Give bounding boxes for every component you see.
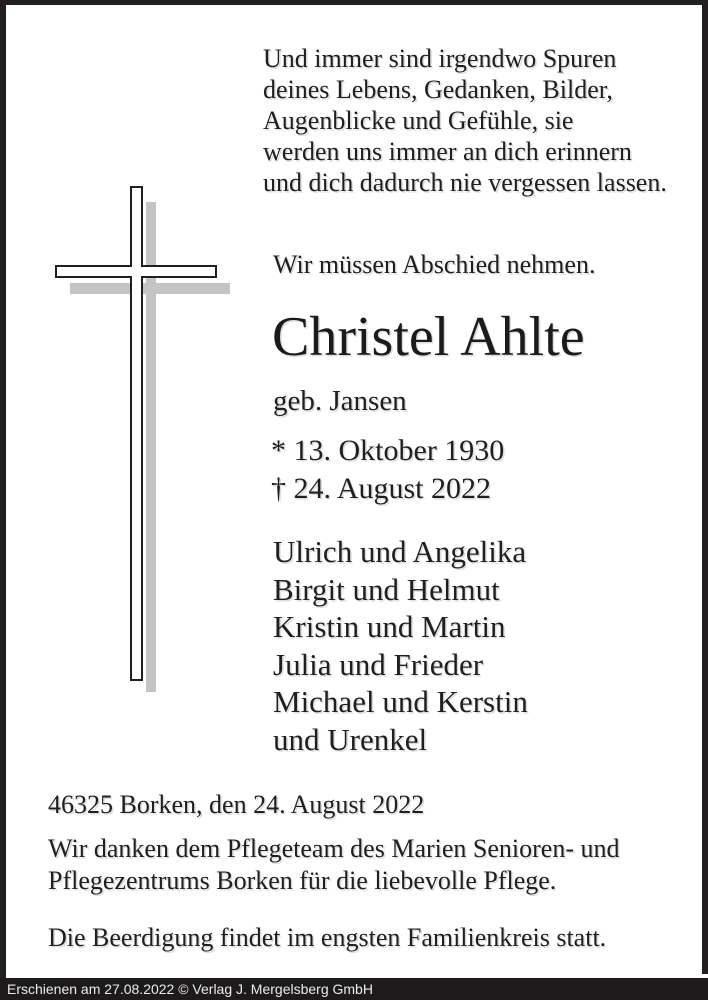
mourner-line: und Urenkel (273, 721, 428, 757)
memorial-verse (263, 43, 667, 198)
verse-line: Augenblicke und Gefühle, sie (263, 106, 574, 135)
thanks-paragraph (48, 833, 620, 897)
frame-right-border (702, 0, 708, 974)
farewell-line: Wir müssen Abschied nehmen. (273, 250, 596, 279)
verse-line: und dich dadurch nie vergessen lassen. (263, 168, 667, 197)
life-dates (271, 432, 504, 507)
place-and-date: 46325 Borken, den 24. August 2022 (48, 790, 425, 819)
thanks-line: Wir danken dem Pflegeteam des Marien Senioren- und (48, 834, 620, 863)
mourner-line: Ulrich und Angelika (273, 534, 527, 569)
funeral-note: Die Beerdigung findet im engsten Familienkreis statt. (48, 923, 607, 952)
mourners-list (273, 533, 528, 758)
mourner-line: Michael und Kerstin (273, 684, 528, 719)
publisher-bar (0, 978, 708, 1000)
frame-top-border (0, 0, 708, 5)
mourner-line: Kristin und Martin (273, 609, 506, 644)
death-date: † 24. August 2022 (271, 471, 492, 505)
publisher-text: Erschienen am 27.08.2022 © Verlag J. Mergelsberg GmbH (7, 981, 373, 997)
verse-line: deines Lebens, Gedanken, Bilder, (263, 75, 613, 104)
maiden-name: geb. Jansen (273, 385, 407, 417)
deceased-name: Christel Ahlte (272, 306, 585, 368)
cross-icon (50, 180, 290, 700)
verse-line: werden uns immer an dich erinnern (263, 137, 632, 166)
frame-left-border (0, 0, 6, 980)
verse-line: Und immer sind irgendwo Spuren (263, 44, 617, 73)
thanks-line: Pflegezentrums Borken für die liebevolle Pflege. (48, 866, 557, 895)
mourner-line: Birgit und Helmut (273, 571, 500, 607)
mourner-line: Julia und Frieder (273, 646, 484, 682)
birth-date: * 13. Oktober 1930 (271, 434, 505, 467)
